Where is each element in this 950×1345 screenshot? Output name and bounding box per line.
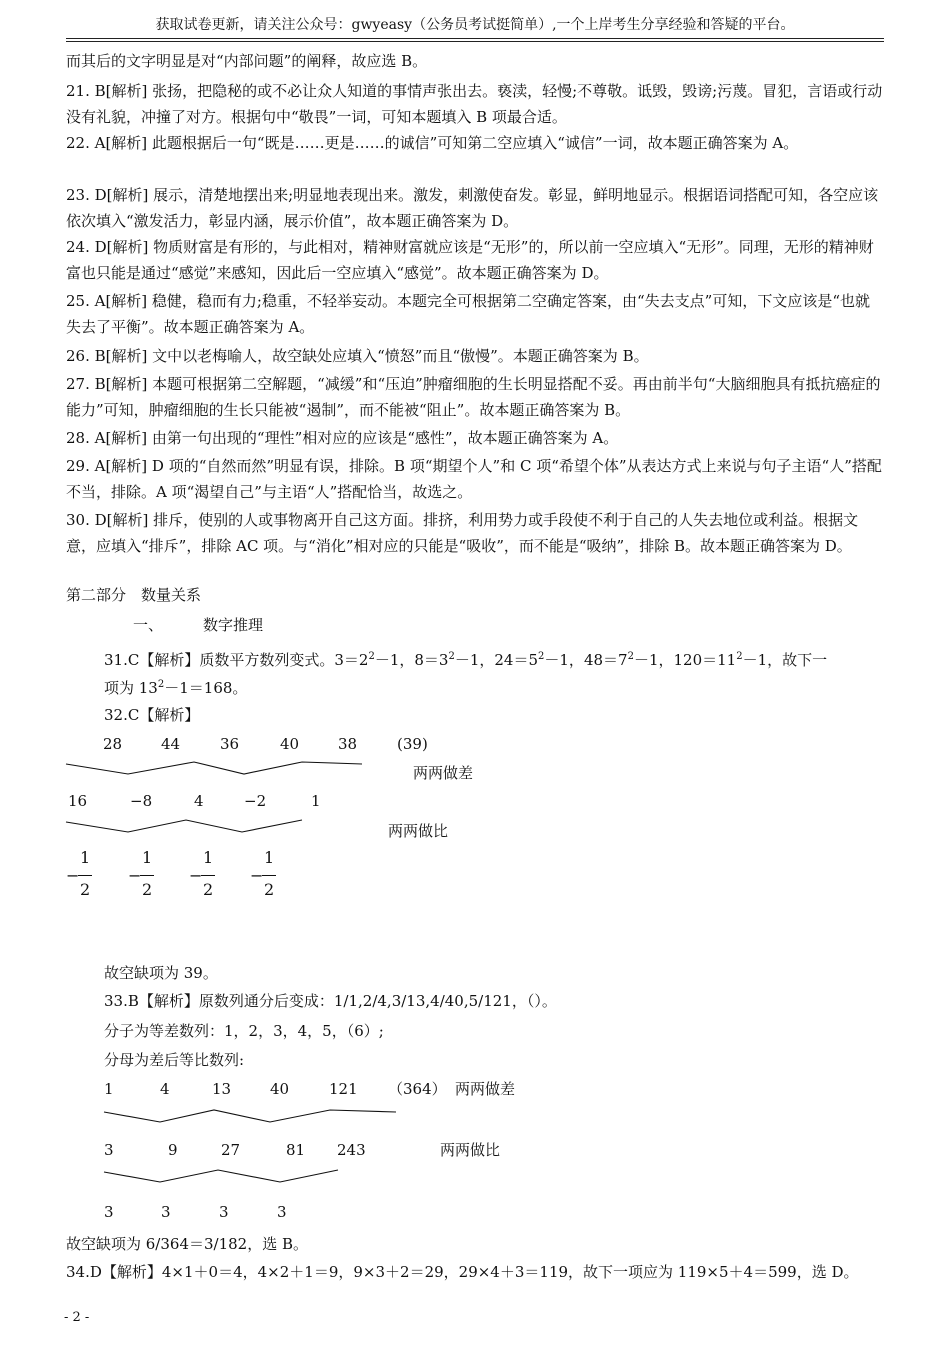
q33-row3-term: 3 xyxy=(219,1203,229,1221)
q32-row2-term: −8 xyxy=(130,792,153,810)
answer-26: 26. B[解析] 文中以老梅喻人，故空缺处应填入“愤怒”而且“傲慢”。本题正确答案为 B。 xyxy=(66,347,649,365)
q33-row1-term: 40 xyxy=(270,1080,290,1098)
answer-29: 29. A[解析] D 项的“自然而然”明显有误，排除。B 项“期望个人”和 C 项“希望个体”从表达方式上来说与句子主语“人”搭配不当，排除。A 项“渴望自己”与主语“人”搭配恰当，故选之。 xyxy=(66,457,882,501)
q32-row1-term: 28 xyxy=(103,735,123,753)
q33-row1-term: 13 xyxy=(212,1080,232,1098)
q32-diff-zigzag xyxy=(66,760,366,778)
q32-fraction: − 1 2 xyxy=(189,848,214,899)
q33-row2-term: 9 xyxy=(168,1141,178,1159)
answer-34: 34.D【解析】4×1＋0＝4，4×2＋1＝9，9×3＋2＝29，29×4＋3＝119，故下一项应为 119×5＋4＝599，选 D。 xyxy=(66,1263,859,1281)
answer-24: 24. D[解析] 物质财富是有形的，与此相对，精神财富就应该是“无形”的，所以前一空应填入“无形”。同理，无形的精神财富也只能是通过“感觉”来感知，因此后一空应填入“感觉”。故本题正确答案为 D。 xyxy=(66,238,874,282)
answer-30: 30. D[解析] 排斥，使别的人或事物离开自己这方面。排挤，利用势力或手段使不利于自己的人失去地位或利益。根据文意，应填入“排斥”，排除 AC 项。与“消化”相对应的只能是“吸收”，而不能是“吸纳”，排除 B。故本题正确答案为 D。 xyxy=(66,511,859,555)
q32-row2-term: 1 xyxy=(311,792,321,810)
answer-31-label: 31.C【解析】质数平方数列变式。 xyxy=(104,651,335,669)
q32-fraction: − 1 2 xyxy=(250,848,275,899)
q32-fraction: − 1 2 xyxy=(66,848,91,899)
q32-row1-note: 两两做差 xyxy=(413,764,474,782)
answer-33-numerators: 分子为等差数列：1，2，3，4，5，（6）; xyxy=(104,1022,384,1040)
q32-row1-term: 40 xyxy=(280,735,300,753)
answer-31-line2: 项为 $13^2-1=168$。 xyxy=(104,679,248,697)
answer-21: 21. B[解析] 张扬，把隐秘的或不必让众人知道的事情声张出去。亵渎，轻慢;不尊敬。诋毁，毁谤;污蔑。冒犯，言语或行动没有礼貌，冲撞了对方。根据句中“敬畏”一词，可知本题填入 B 项最合适。 xyxy=(66,82,883,126)
subsection-number: 一、 xyxy=(133,616,164,634)
subsection-title: 数字推理 xyxy=(203,616,264,634)
q33-row2-note: 两两做比 xyxy=(440,1141,501,1159)
page-number: - 2 - xyxy=(64,1310,90,1325)
q33-row1-term: 1 xyxy=(104,1080,114,1098)
answer-25: 25. A[解析] 稳健，稳而有力;稳重，不轻举妄动。本题完全可根据第二空确定答案，由“失去支点”可知，下文应该是“也就失去了平衡”。故本题正确答案为 A。 xyxy=(66,292,870,336)
page-header: 获取试卷更新，请关注公众号：gwyeasy（公务员考试挺简单）,一个上岸考生分享经验和答疑的平台。 xyxy=(155,17,795,33)
q33-row2-term: 81 xyxy=(286,1141,306,1159)
q33-row2-term: 27 xyxy=(221,1141,241,1159)
q32-row2-term: −2 xyxy=(244,792,267,810)
answer-23: 23. D[解析] 展示，清楚地摆出来;明显地表现出来。激发，刺激使奋发。彰显，鲜明地显示。根据语词搭配可知，各空应该依次填入“激发活力，彰显内涵，展示价值”，故本题正确答案为 D。 xyxy=(66,186,879,230)
q32-row1-term: 38 xyxy=(338,735,358,753)
q33-row3-term: 3 xyxy=(277,1203,287,1221)
q33-row1-term: 4 xyxy=(160,1080,170,1098)
answer-27: 27. B[解析] 本题可根据第二空解题，“减缓”和“压迫”肿瘤细胞的生长明显搭配不妥。再由前半句“大脑细胞具有抵抗癌症的能力”可知，肿瘤细胞的生长只能被“遏制”，而不能被“阻止”。故本题正确答案为 B。 xyxy=(66,375,881,419)
q32-row1-term: (39) xyxy=(397,735,428,753)
answer-33-label: 33.B【解析】原数列通分后变成：1/1,2/4,3/13,4/40,5/121，（）。 xyxy=(104,992,557,1010)
answer-31-line1: 31.C【解析】质数平方数列变式。$3=2^2-1$，$8=3^2-1$，$24=5^2-1$，$48=7^2-1$，$120=11^2-1$，故下一 xyxy=(104,651,828,669)
q33-row1-term: 121 xyxy=(329,1080,358,1098)
q33-row2-term: 243 xyxy=(337,1141,366,1159)
header-rule xyxy=(66,38,884,39)
q33-row1-note: 两两做差 xyxy=(455,1080,516,1098)
q33-ratio-zigzag xyxy=(104,1168,344,1186)
q32-row1-term: 36 xyxy=(220,735,240,753)
q32-fraction: − 1 2 xyxy=(128,848,153,899)
answer-32-label: 32.C【解析】 xyxy=(104,706,200,724)
q33-diff-zigzag xyxy=(104,1108,404,1126)
q32-row2-note: 两两做比 xyxy=(388,822,449,840)
answer-33-denominators: 分母为差后等比数列: xyxy=(104,1051,245,1069)
answer-33-conclusion: 故空缺项为 6/364＝3/182，选 B。 xyxy=(66,1235,309,1253)
header-rule-2 xyxy=(66,41,884,42)
q33-row1-term: （364） xyxy=(388,1080,447,1098)
q33-row2-term: 3 xyxy=(104,1141,114,1159)
answer-28: 28. A[解析] 由第一句出现的“理性”相对应的应该是“感性”，故本题正确答案为 A。 xyxy=(66,429,619,447)
section-title: 第二部分 数量关系 xyxy=(66,586,202,604)
q32-row1-term: 44 xyxy=(161,735,181,753)
q32-row2-term: 4 xyxy=(194,792,204,810)
q32-ratio-zigzag xyxy=(66,818,306,836)
q33-row3-term: 3 xyxy=(104,1203,114,1221)
answer-32-conclusion: 故空缺项为 39。 xyxy=(104,964,218,982)
para-continuation: 而其后的文字明显是对“内部问题”的阐释，故应选 B。 xyxy=(66,52,428,70)
q33-row3-term: 3 xyxy=(161,1203,171,1221)
answer-22: 22. A[解析] 此题根据后一句“既是……更是……的诚信”可知第二空应填入“诚信”一词，故本题正确答案为 A。 xyxy=(66,134,799,152)
q32-row2-term: 16 xyxy=(68,792,88,810)
